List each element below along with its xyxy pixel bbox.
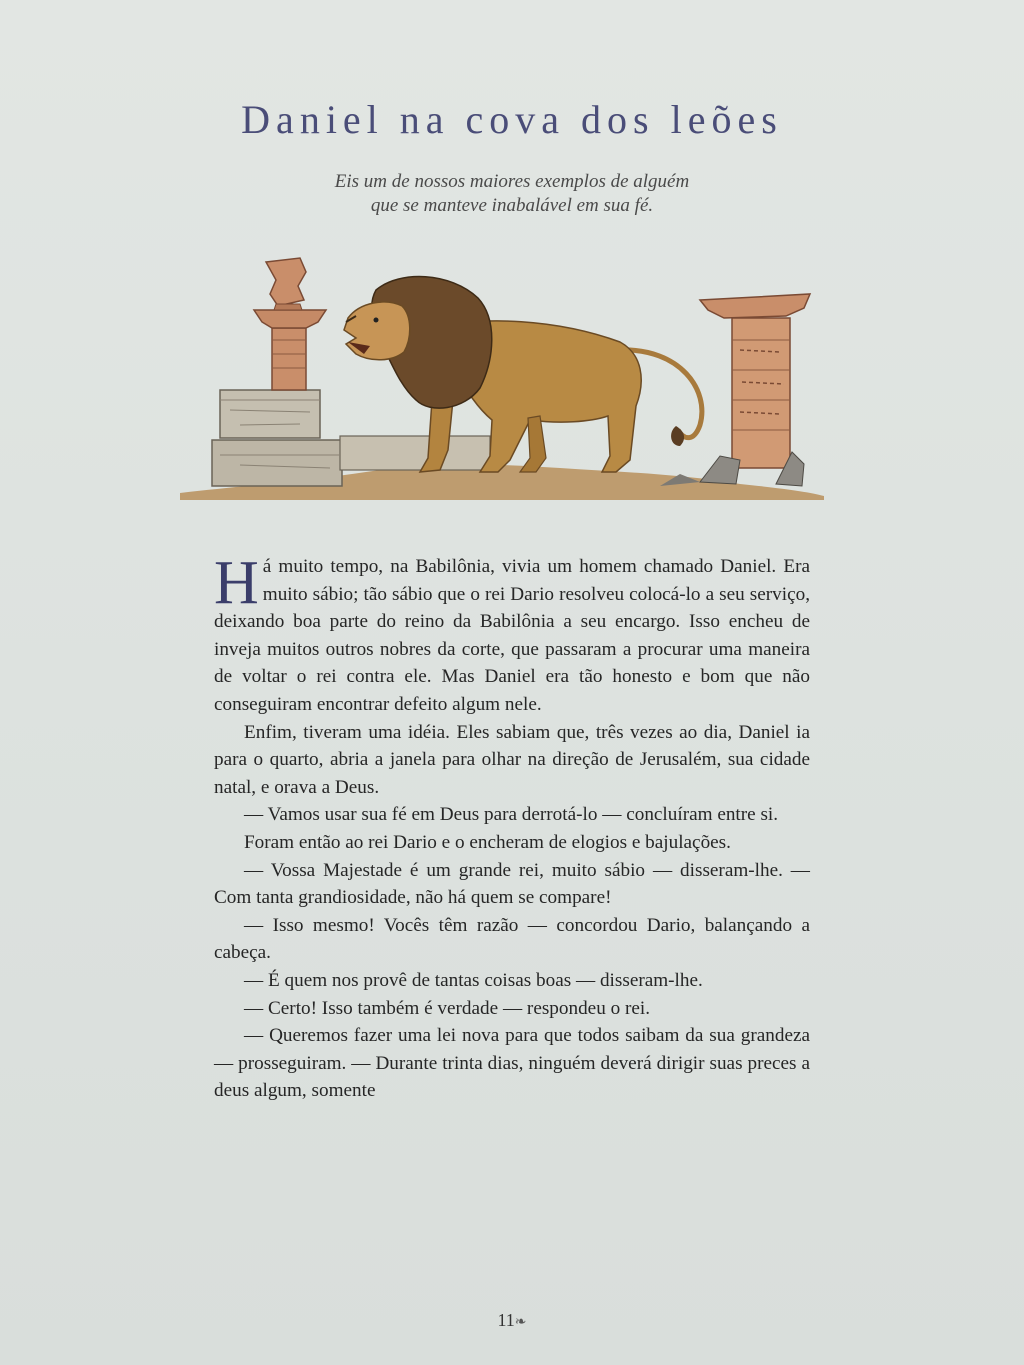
subtitle-line-2: que se manteve inabalável em sua fé.: [370, 195, 654, 216]
page-ornament-icon: ❧: [514, 1315, 527, 1330]
page-number: [0, 1310, 1024, 1331]
drop-cap: H: [214, 549, 259, 617]
paragraph-6: — Isso mesmo! Vocês têm razão — concordou Dario, balançando a cabeça.: [214, 914, 810, 964]
story-text: [214, 549, 810, 1105]
lion-illustration: [180, 250, 824, 502]
paragraph-5: — Vossa Majestade é um grande rei, muito sábio — disseram-lhe. — Com tanta grandiosidade, não há quem se compare!: [214, 859, 810, 909]
page-number-value: 11: [497, 1310, 515, 1330]
paragraph-1-text: á muito tempo, na Babilônia, vivia um homem chamado Daniel. Era muito sábio; tão sábio que o rei Dario resolveu colocá-lo a seu serviço, deixando boa parte do reino da Babilônia a seu encargo. Isso encheu de inveja muitos outros nobres da corte, que passaram a procurar uma maneira de voltar o rei contra ele. Mas Daniel era tão honesto e bom que não conseguiram encontrar defeito algum nele.: [214, 556, 810, 715]
paragraph-4: Foram então ao rei Dario e o encheram de elogios e bajulações.: [244, 831, 731, 853]
page-subtitle: [0, 170, 1024, 218]
page-title: Daniel na cova dos leões: [241, 97, 783, 142]
paragraph-3: — Vamos usar sua fé em Deus para derrotá-lo — concluíram entre si.: [244, 804, 779, 826]
paragraph-9: — Queremos fazer uma lei nova para que todos saibam da sua grandeza — prosseguiram. — Durante trinta dias, ninguém deverá dirigir suas preces a deus algum, somente: [214, 1025, 810, 1102]
right-column: [660, 294, 810, 486]
subtitle-line-1: Eis um de nossos maiores exemplos de alguém: [334, 171, 690, 192]
paragraph-1: [214, 549, 810, 719]
paragraph-7: — É quem nos provê de tantas coisas boas — disseram-lhe.: [244, 969, 703, 991]
paragraph-2: Enfim, tiveram uma idéia. Eles sabiam que, três vezes ao dia, Daniel ia para o quarto, abria a janela para olhar na direção de Jerusalém, sua cidade natal, e orava a Deus.: [214, 721, 810, 798]
paragraph-8: — Certo! Isso também é verdade — respondeu o rei.: [244, 997, 651, 1019]
